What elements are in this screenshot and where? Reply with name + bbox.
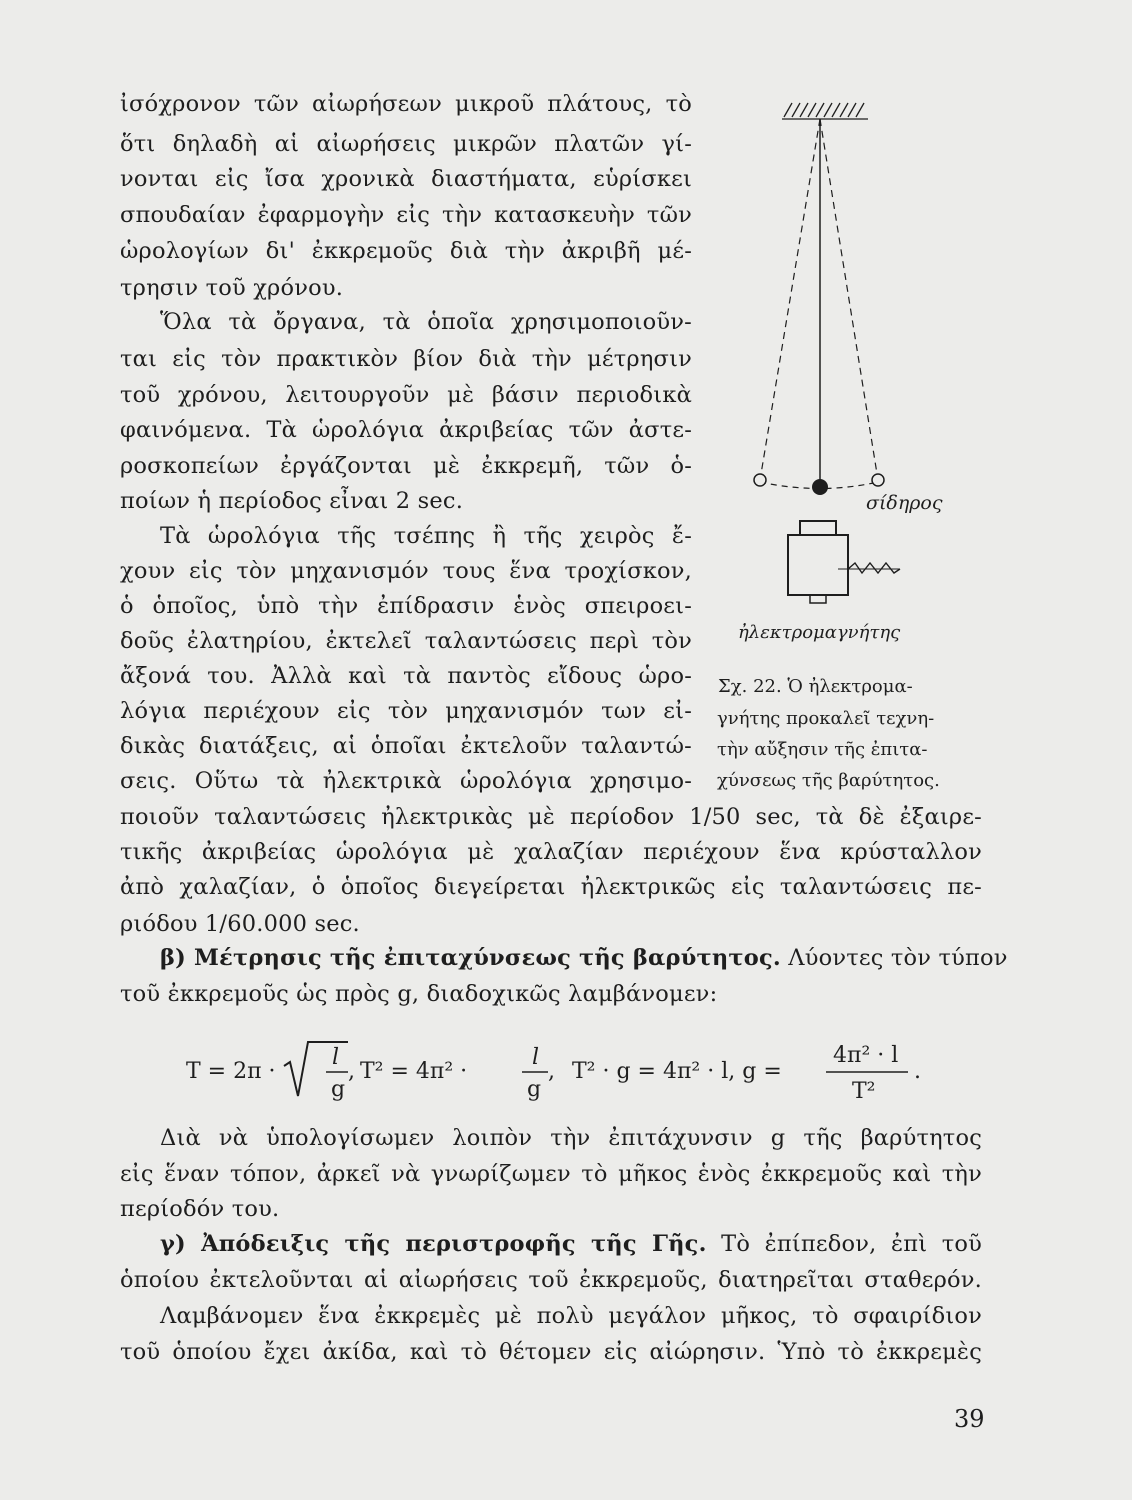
text-line: Λαμβάνομεν ἕνα ἐκκρεμὲς μὲ πολὺ μεγάλον μῆκος, τὸ σφαιρίδιον — [160, 1303, 982, 1329]
figure-caption-line: τὴν αὔξησιν τῆς ἐπιτα- — [717, 739, 928, 760]
section-b-heading: β) Μέτρησις τῆς ἐπιταχύνσεως τῆς βαρύτητος. — [160, 945, 781, 971]
text-line: δοῦς ἐλατηρίου, ἐκτελεῖ ταλαντώσεις περὶ τὸν — [120, 628, 692, 654]
text-line: ἀπὸ χαλαζίαν, ὁ ὁποῖος διεγείρεται ἠλεκτρικῶς εἰς ταλαντώσεις πε- — [120, 874, 982, 900]
text-line: ποιοῦν ταλαντώσεις ἠλεκτρικὰς μὲ περίοδον 1/50 sec, τὰ δὲ ἐξαιρε- — [120, 804, 982, 830]
electromagnet-body — [788, 535, 848, 595]
page-number: 39 — [954, 1405, 985, 1433]
text-line: ὅτι δηλαδὴ αἱ αἰωρήσεις μικρῶν πλατῶν γί- — [120, 131, 692, 157]
figure-caption-line: χύνσεως τῆς βαρύτητος. — [717, 770, 940, 791]
electromagnet-base — [810, 595, 826, 603]
text-line: ται εἰς τὸν πρακτικὸν βίον διὰ τὴν μέτρησιν — [120, 346, 692, 372]
text-line: σπουδαίαν ἐφαρμογὴν εἰς τὴν κατασκευὴν τῶν — [120, 202, 692, 228]
text-line: ὁποίου ἐκτελοῦνται αἱ αἰωρήσεις τοῦ ἐκκρεμοῦς, διατηρεῖται σταθερόν. — [120, 1267, 982, 1293]
pendulum-formula — [186, 1030, 946, 1120]
formula-num: 4π² · l — [833, 1043, 899, 1068]
ceiling-hatch — [782, 103, 868, 119]
text-line: ποίων ἡ περίοδος εἶναι 2 sec. — [120, 488, 464, 514]
text-line: χουν εἰς τὸν μηχανισμόν τους ἕνα τροχίσκον, — [120, 558, 692, 584]
text-line: τοῦ ὁποίου ἔχει ἀκίδα, καὶ τὸ θέτομεν εἰς αἰώρησιν. Ὑπὸ τὸ ἐκκρεμὲς — [120, 1339, 982, 1365]
text-line: ριόδου 1/60.000 sec. — [120, 911, 360, 937]
text-line: περίοδόν του. — [120, 1196, 280, 1222]
formula-t2: T² = 4π² · — [360, 1059, 468, 1084]
figure-caption-line: Σχ. 22. Ὁ ἠλεκτρομα- — [718, 676, 913, 697]
section-c-text: Τὸ ἐπίπεδον, ἐπὶ τοῦ — [706, 1231, 982, 1257]
formula-comma: , — [348, 1059, 355, 1084]
text-line: Ὅλα τὰ ὄργανα, τὰ ὁποῖα χρησιμοποιοῦν- — [160, 309, 692, 335]
text-line: Διὰ νὰ ὑπολογίσωμεν λοιπὸν τὴν ἐπιτάχυνσιν g τῆς βαρύτητος — [160, 1125, 982, 1151]
bob-left-position — [754, 474, 766, 486]
swing-right-string — [820, 119, 878, 480]
text-line: ἰσόχρονον τῶν αἰωρήσεων μικροῦ πλάτους, τὸ — [120, 91, 692, 117]
formula-svg — [186, 1030, 946, 1120]
formula-l2: l — [532, 1045, 540, 1070]
figure-caption-line: γνήτης προκαλεῖ τεχνη- — [717, 708, 935, 729]
label-electromagnet: ἠλεκτρομαγνήτης — [738, 622, 901, 643]
magnet-wire — [848, 563, 900, 573]
text-line: ὁ ὁποῖος, ὑπὸ τὴν ἐπίδρασιν ἑνὸς σπειροει- — [120, 593, 692, 619]
text-line: φαινόμενα. Τὰ ὡρολόγια ἀκριβείας τῶν ἀστε- — [120, 417, 692, 443]
formula-end: . — [914, 1059, 921, 1084]
formula-g2: g — [527, 1077, 542, 1102]
text-line: ἄξονά του. Ἀλλὰ καὶ τὰ παντὸς εἴδους ὡρο- — [120, 663, 692, 689]
formula-t3: T² · g = 4π² · l, g = — [572, 1059, 782, 1084]
pendulum-figure — [700, 95, 1000, 655]
text-line: τικῆς ἀκριβείας ὡρολόγια μὲ χαλαζίαν περιέχουν ἕνα κρύσταλλον — [120, 839, 982, 865]
text-line: τοῦ χρόνου, λειτουργοῦν μὲ βάσιν περιοδικὰ — [120, 382, 692, 408]
section-c-heading: γ) Ἀπόδειξις τῆς περιστροφῆς τῆς Γῆς. — [160, 1231, 707, 1257]
label-iron: σίδηρος — [866, 492, 943, 514]
formula-t1: T = 2π · — [186, 1059, 276, 1084]
text-line: Τὰ ὡρολόγια τῆς τσέπης ἢ τῆς χειρὸς ἔ- — [160, 523, 692, 549]
text-line: ὡρολογίων δι' ἐκκρεμοῦς διὰ τὴν ἀκριβῆ μέ- — [120, 238, 692, 264]
section-b-text: Λύοντες τὸν τύπον — [780, 945, 1008, 971]
formula-l: l — [332, 1045, 340, 1070]
formula-g: g — [331, 1077, 346, 1102]
text-line: τοῦ ἐκκρεμοῦς ὡς πρὸς g, διαδοχικῶς λαμβάνομεν: — [120, 981, 718, 1007]
text-line: τρησιν τοῦ χρόνου. — [120, 275, 344, 301]
text-line: ροσκοπείων ἐργάζονται μὲ ἐκκρεμῆ, τῶν ὁ- — [120, 453, 692, 479]
bob-right-position — [872, 474, 884, 486]
section-b-line — [160, 944, 1008, 972]
text-line: λόγια περιέχουν εἰς τὸν μηχανισμόν των εἰ- — [120, 698, 692, 724]
text-line: νονται εἰς ἴσα χρονικὰ διαστήματα, εὑρίσκει — [120, 166, 692, 192]
pendulum-diagram — [700, 95, 1000, 655]
text-line: εἰς ἕναν τόπον, ἀρκεῖ νὰ γνωρίζωμεν τὸ μῆκος ἑνὸς ἐκκρεμοῦς καὶ τὴν — [120, 1161, 982, 1187]
formula-den: T² — [852, 1079, 876, 1104]
text-line: δικὰς διατάξεις, αἱ ὁποῖαι ἐκτελοῦν ταλαντώ- — [120, 733, 692, 759]
text-line: σεις. Οὕτω τὰ ἠλεκτρικὰ ὡρολόγια χρησιμο- — [120, 768, 692, 794]
section-c-line — [160, 1230, 982, 1258]
pendulum-bob — [812, 479, 828, 495]
electromagnet-top — [800, 521, 836, 535]
formula-comma-2: , — [548, 1059, 555, 1084]
swing-left-string — [760, 119, 820, 480]
